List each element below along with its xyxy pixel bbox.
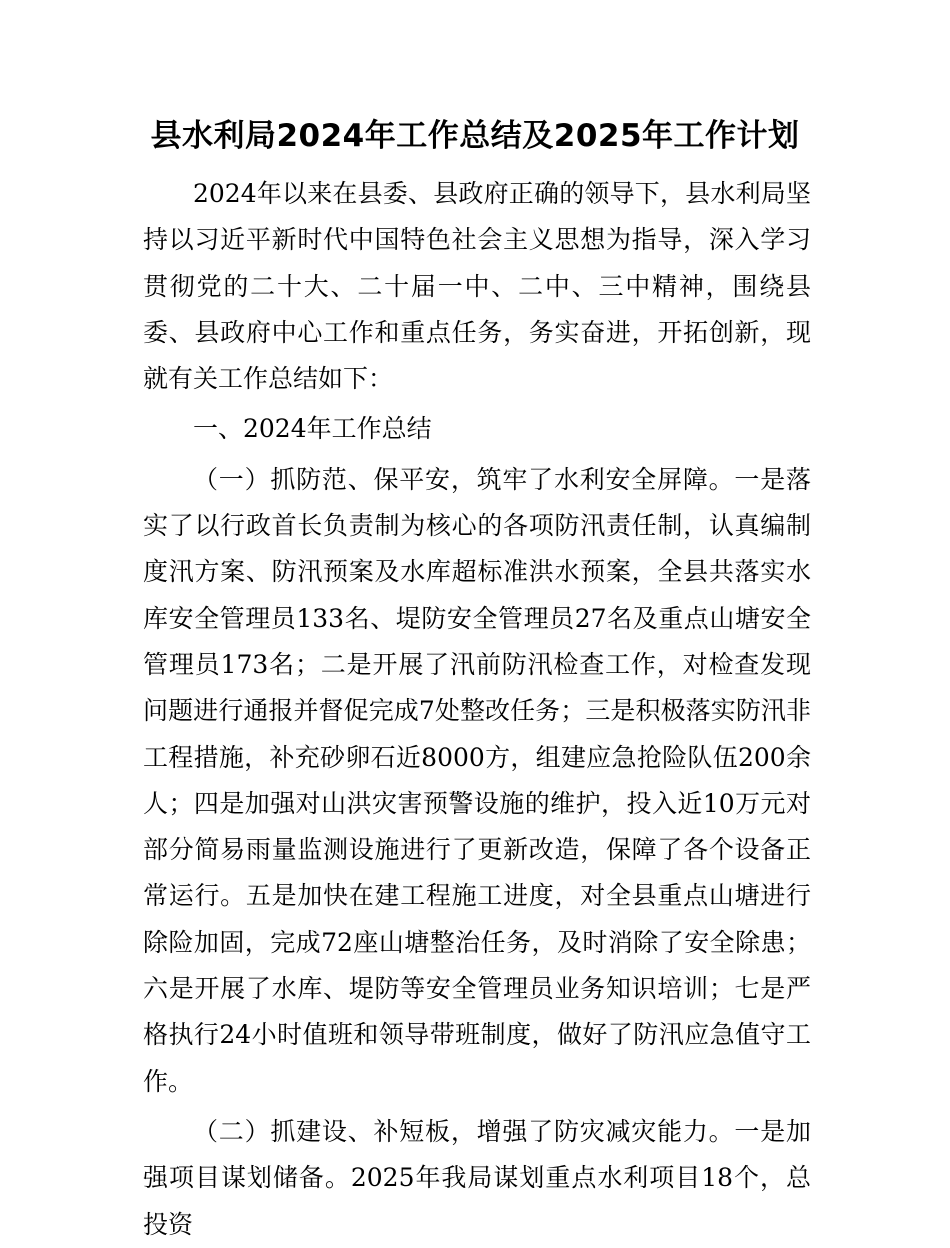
body-paragraph-construction: （二）抓建设、补短板，增强了防灾减灾能力。一是加强项目谋划储备。2025年我局谋划重点水利项目18个，总投资 [143,1116,811,1239]
body-paragraph-safety: （一）抓防范、保平安，筑牢了水利安全屏障。一是落实了以行政首长负责制为核心的各项防汛责任制，认真编制度汛方案、防汛预案及水库超标准洪水预案，全县共落实水库安全管理员133名、堤防安全管理员27名及重点山塘安全管理员173名；二是开展了汛前防汛检查工作，对检查发现问题进行通报并督促完成7处整改任务；三是积极落实防汛非工程措施，补充砂卵石近8000方，组建应急抢险队伍200余人；四是加强对山洪灾害预警设施的维护，投入近10万元对部分简易雨量监测设施进行了更新改造，保障了各个设备正常运行。五是加快在建工程施工进度，对全县重点山塘进行除险加固，完成72座山塘整治任务，及时消除了安全除患；六是开展了水库、堤防等安全管理员业务知识培训；七是严格执行24小时值班和领导带班制度，做好了防汛应急值守工作。 [143,464,811,1096]
document-title: 县水利局2024年工作总结及2025年工作计划 [150,118,800,154]
intro-paragraph: 2024年以来在县委、县政府正确的领导下，县水利局坚持以习近平新时代中国特色社会主义思想为指导，深入学习贯彻党的二十大、二十届一中、二中、三中精神，围绕县委、县政府中心工作和重点任务，务实奋进，开拓创新，现就有关工作总结如下： [143,179,811,394]
section-heading: 一、2024年工作总结 [193,414,432,444]
document-body [143,171,811,1248]
